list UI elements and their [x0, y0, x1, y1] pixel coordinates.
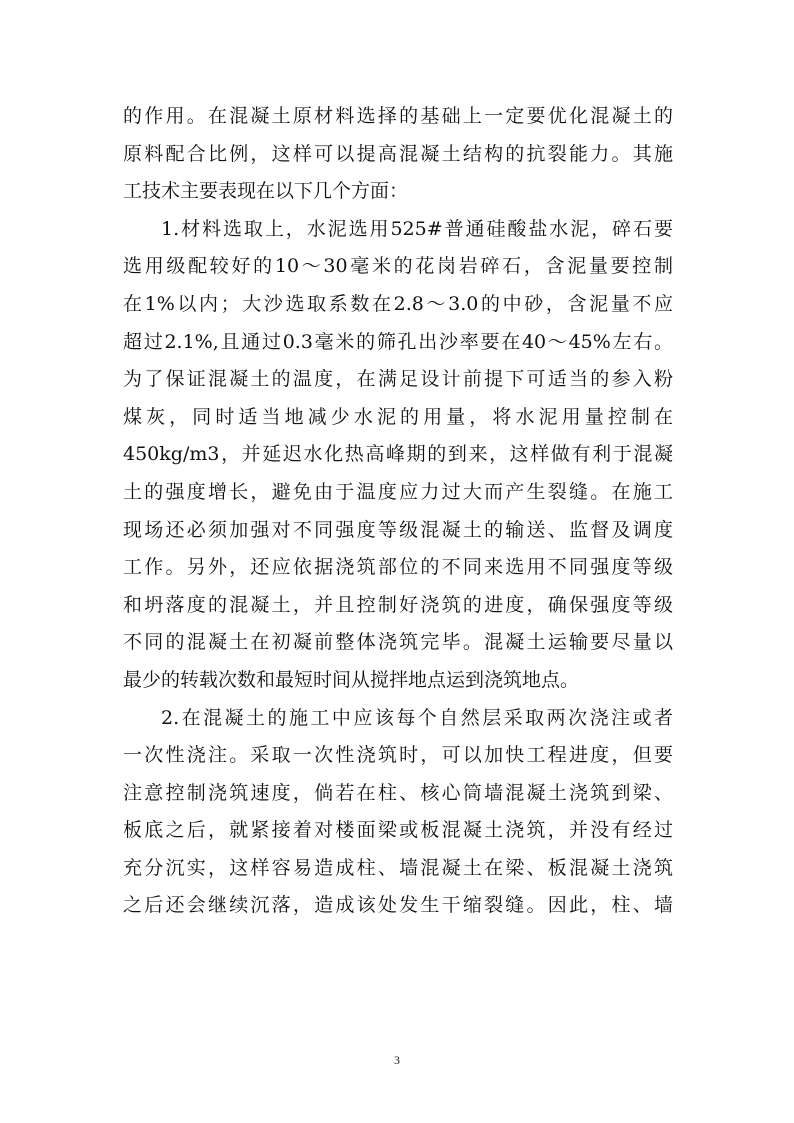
text-line: 一次性浇注。采取一次性浇筑时，可以加快工程进度，但要: [123, 744, 673, 767]
text-line: 不同的混凝土在初凝前整体浇筑完毕。混凝土运输要尽量以: [123, 631, 673, 654]
text-line: 选用级配较好的10～30毫米的花岗岩碎石，含泥量要控制: [123, 255, 673, 278]
text-line: 充分沉实，这样容易造成柱、墙混凝土在梁、板混凝土浇筑: [123, 856, 673, 879]
text-line: 的作用。在混凝土原材料选择的基础上一定要优化混凝土的: [123, 105, 673, 127]
text-line: 2.在混凝土的施工中应该每个自然层采取两次浇注或者: [161, 706, 673, 729]
text-line: 注意控制浇筑速度，倘若在柱、核心筒墙混凝土浇筑到梁、: [123, 781, 673, 804]
text-line: 最少的转载次数和最短时间从搅拌地点运到浇筑地点。: [123, 668, 580, 691]
text-line: 板底之后，就紧接着对楼面梁或板混凝土浇筑，并没有经过: [123, 819, 673, 842]
body-text: [123, 98, 673, 925]
text-line: 煤灰，同时适当地减少水泥的用量，将水泥用量控制在: [123, 405, 673, 428]
text-line: 450kg/m3，并延迟水化热高峰期的到来，这样做有利于混凝: [123, 443, 673, 466]
text-line: 原料配合比例，这样可以提高混凝土结构的抗裂能力。其施: [123, 142, 673, 165]
text-line: 超过2.1%,且通过0.3毫米的筛孔出沙率要在40～45%左右。: [123, 330, 673, 353]
text-line: 工技术主要表现在以下几个方面：: [123, 180, 409, 203]
page-number: 3: [394, 1053, 400, 1067]
text-line: 1.材料选取上，水泥选用525#普通硅酸盐水泥，碎石要: [161, 217, 673, 240]
text-line: 和坍落度的混凝土，并且控制好浇筑的进度，确保强度等级: [123, 593, 673, 616]
text-line: 土的强度增长，避免由于温度应力过大而产生裂缝。在施工: [123, 480, 673, 503]
text-line: 工作。另外，还应依据浇筑部位的不同来选用不同强度等级: [123, 556, 673, 579]
text-line: 现场还必须加强对不同强度等级混凝土的输送、监督及调度: [123, 518, 673, 541]
text-line: 在1%以内；大沙选取系数在2.8～3.0的中砂，含泥量不应: [123, 292, 673, 315]
text-line: 之后还会继续沉落，造成该处发生干缩裂缝。因此，柱、墙: [123, 894, 673, 917]
text-line: 为了保证混凝土的温度，在满足设计前提下可适当的参入粉: [123, 368, 673, 391]
